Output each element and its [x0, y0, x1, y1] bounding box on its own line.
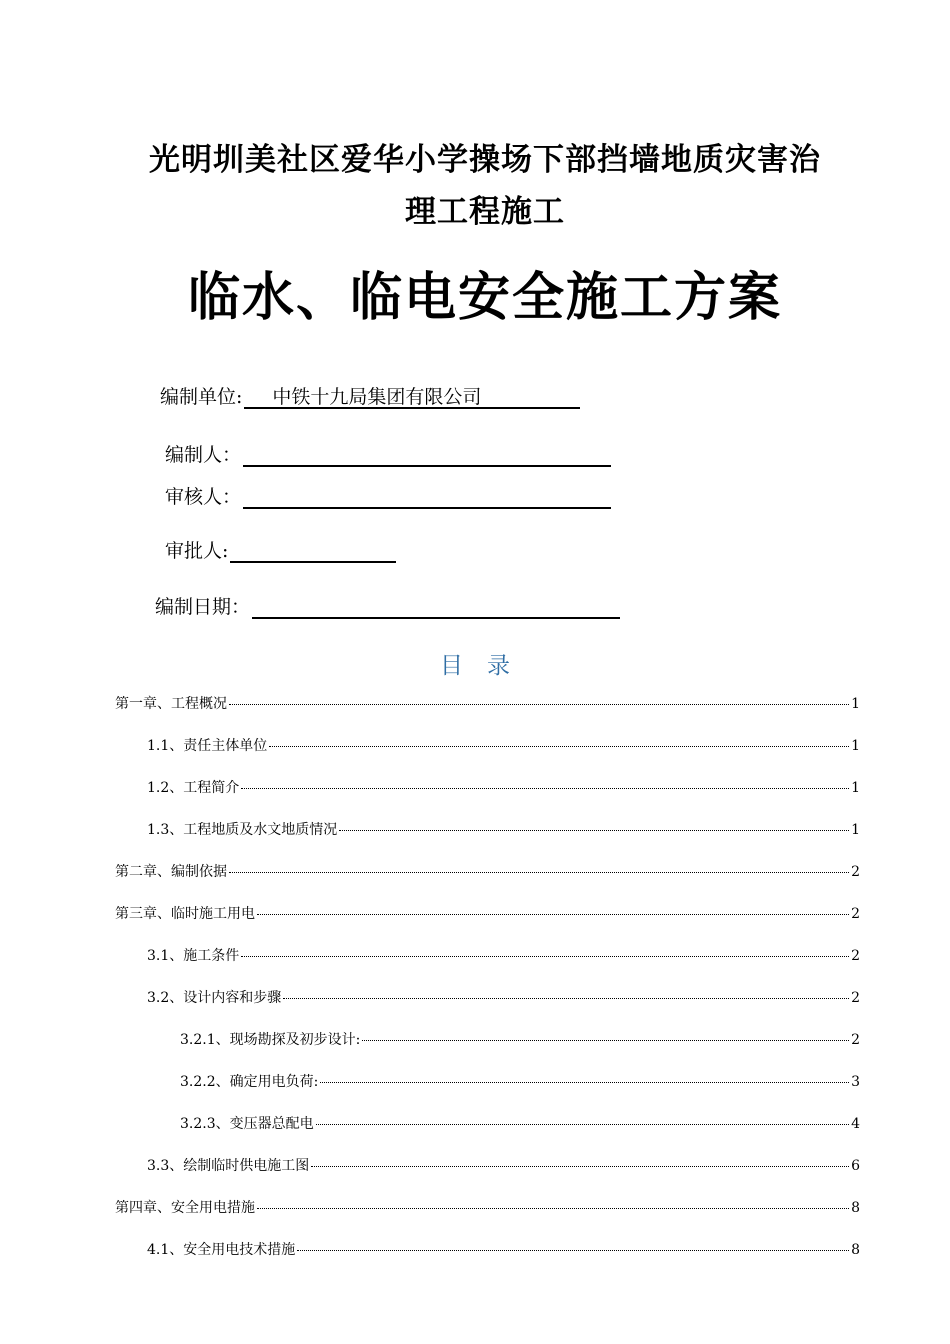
toc-entry-page: 3 — [851, 1074, 860, 1090]
approver-field — [165, 536, 396, 563]
toc-dot-leader — [241, 956, 849, 957]
toc-entry-page: 1 — [851, 822, 860, 838]
toc-entry-text: 第二章、编制依据 — [115, 864, 227, 880]
toc-entry-text: 3.2、设计内容和步骤 — [147, 990, 282, 1006]
project-title-line1: 光明圳美社区爱华小学操场下部挡墙地质灾害治 — [149, 142, 821, 178]
toc-entry-text: 1.1、责任主体单位 — [147, 738, 268, 754]
toc-entry[interactable] — [147, 819, 860, 839]
toc-entry[interactable] — [147, 945, 860, 965]
toc-entry[interactable] — [115, 861, 860, 881]
toc-entry-page: 2 — [851, 906, 860, 922]
toc-dot-leader — [362, 1040, 849, 1041]
approver-blank-line — [230, 539, 396, 563]
toc-entry-text: 4.1、安全用电技术措施 — [147, 1242, 296, 1258]
toc-dot-leader — [339, 830, 849, 831]
compile-unit-field — [160, 382, 580, 409]
toc-dot-leader — [257, 1208, 849, 1209]
toc-dot-leader — [320, 1082, 849, 1083]
toc-entry[interactable] — [147, 735, 860, 755]
toc-entry-page: 6 — [851, 1158, 860, 1174]
toc-entry-page: 2 — [851, 948, 860, 964]
toc-entry-page: 2 — [851, 990, 860, 1006]
toc-entry[interactable] — [180, 1029, 860, 1049]
toc-entry-page: 2 — [851, 864, 860, 880]
toc-entry[interactable] — [180, 1071, 860, 1091]
toc-entry-page: 8 — [851, 1242, 860, 1258]
toc-entry[interactable] — [115, 1197, 860, 1217]
toc-entry[interactable] — [115, 903, 860, 923]
toc-dot-leader — [241, 788, 849, 789]
toc-dot-leader — [229, 872, 849, 873]
toc-entry-page: 1 — [851, 696, 860, 712]
reviewer-blank-line — [243, 485, 611, 509]
approver-label: 审批人: — [165, 540, 229, 562]
document-title: 临水、临电安全施工方案 — [187, 268, 782, 328]
toc-entry-page: 2 — [851, 1032, 860, 1048]
date-field — [155, 592, 620, 619]
toc-dot-leader — [257, 914, 849, 915]
toc-entry-text: 3.2.1、现场勘探及初步设计: — [180, 1032, 361, 1048]
toc-entry-text: 第三章、临时施工用电 — [115, 906, 255, 922]
date-label: 编制日期： — [155, 596, 251, 618]
toc-entry-text: 第一章、工程概况 — [115, 696, 227, 712]
toc-dot-leader — [283, 998, 849, 999]
toc-entry[interactable] — [180, 1113, 860, 1133]
compile-unit-value: 中铁十九局集团有限公司 — [244, 387, 580, 409]
compile-unit-label: 编制单位: — [160, 386, 243, 408]
reviewer-label: 审核人： — [165, 486, 242, 508]
toc-entry[interactable] — [147, 1155, 860, 1175]
date-blank-line — [252, 595, 620, 619]
toc-dot-leader — [297, 1250, 849, 1251]
toc-dot-leader — [269, 746, 849, 747]
toc-entry-page: 8 — [851, 1200, 860, 1216]
toc-entry-text: 3.2.3、变压器总配电 — [180, 1116, 314, 1132]
author-label: 编制人： — [165, 444, 242, 466]
toc-dot-leader — [229, 704, 849, 705]
toc-dot-leader — [316, 1124, 849, 1125]
toc-dot-leader — [311, 1166, 849, 1167]
toc-entry[interactable] — [147, 1239, 860, 1259]
toc-entry-text: 第四章、安全用电措施 — [115, 1200, 255, 1216]
toc-entry[interactable] — [115, 693, 860, 713]
toc-entry-page: 4 — [851, 1116, 860, 1132]
author-field — [165, 440, 611, 467]
toc-entry-page: 1 — [851, 738, 860, 754]
toc-entry-text: 1.3、工程地质及水文地质情况 — [147, 822, 338, 838]
toc-entry-text: 3.3、绘制临时供电施工图 — [147, 1158, 310, 1174]
toc-entry-page: 1 — [851, 780, 860, 796]
toc-entry-text: 1.2、工程简介 — [147, 780, 240, 796]
toc-entry-text: 3.1、施工条件 — [147, 948, 240, 964]
toc-entry-text: 3.2.2、确定用电负荷: — [180, 1074, 319, 1090]
reviewer-field — [165, 482, 611, 509]
toc-entry[interactable] — [147, 777, 860, 797]
toc-heading: 目录 — [440, 653, 534, 679]
author-blank-line — [243, 443, 611, 467]
toc-entry[interactable] — [147, 987, 860, 1007]
project-title-line2: 理工程施工 — [405, 194, 565, 230]
